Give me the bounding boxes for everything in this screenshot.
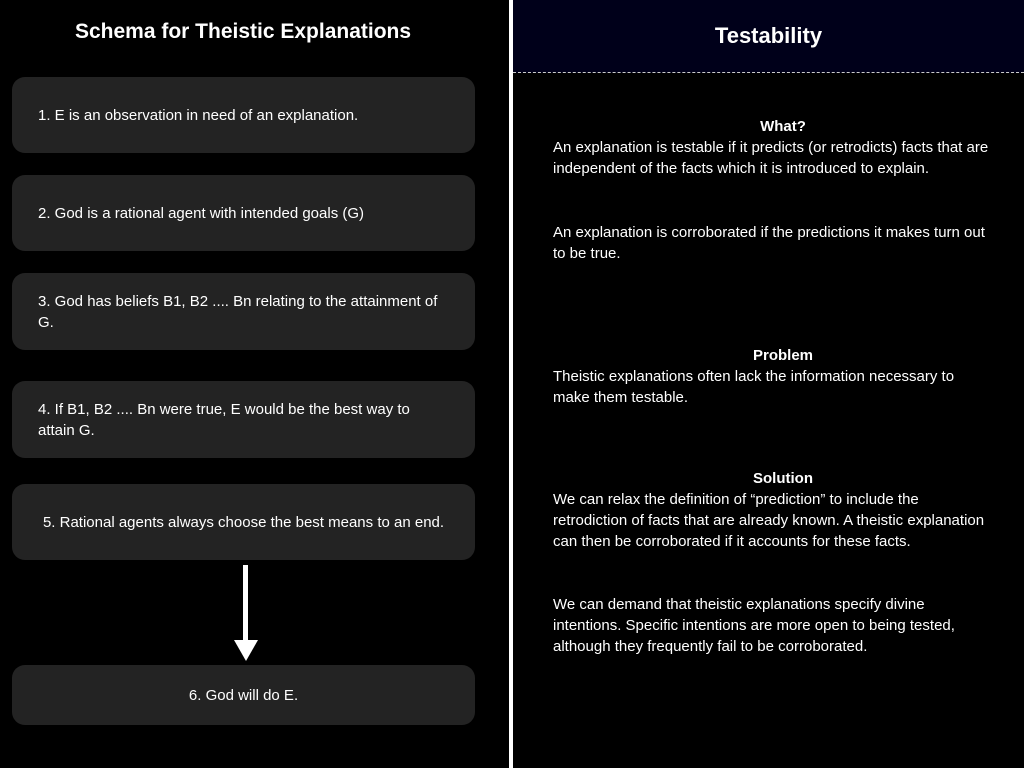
testability-title: Testability [513,0,1024,73]
schema-title: Schema for Theistic Explanations [74,20,412,43]
schema-step-5: 5. Rational agents always choose the best means to an end. [12,484,475,560]
schema-step-1: 1. E is an observation in need of an explanation. [12,77,475,153]
problem-text: Theistic explanations often lack the information necessary to make them testable. [553,368,955,406]
schema-panel [0,0,509,768]
section-what [553,116,993,264]
solution-text-1: We can relax the definition of “prediction” to include the retrodiction of facts that are already known. A theistic explanation can then be corroborated if it accounts for these facts. [553,491,985,550]
problem-heading: Problem [752,347,813,364]
solution-heading: Solution [753,470,813,487]
what-heading: What? [760,118,806,135]
schema-step-4: 4. If B1, B2 .... Bn were true, E would be the best way to attain G. [12,381,475,458]
schema-step-2: 2. God is a rational agent with intended goals (G) [12,175,475,251]
what-text-1: An explanation is testable if it predicts (or retrodicts) facts that are independent of the facts which it is introduced to explain. [553,139,989,177]
section-problem [553,345,993,408]
schema-step-3: 3. God has beliefs B1, B2 .... Bn relating to the attainment of G. [12,273,475,350]
what-text-2: An explanation is corroborated if the predictions it makes turn out to be true. [553,224,985,262]
section-solution [553,468,993,657]
testability-panel [513,0,1024,768]
schema-step-6: 6. God will do E. [12,665,475,725]
solution-text-2: We can demand that theistic explanations specify divine intentions. Specific intentions are more open to being tested, although they frequently fail to be corroborated. [553,596,955,655]
